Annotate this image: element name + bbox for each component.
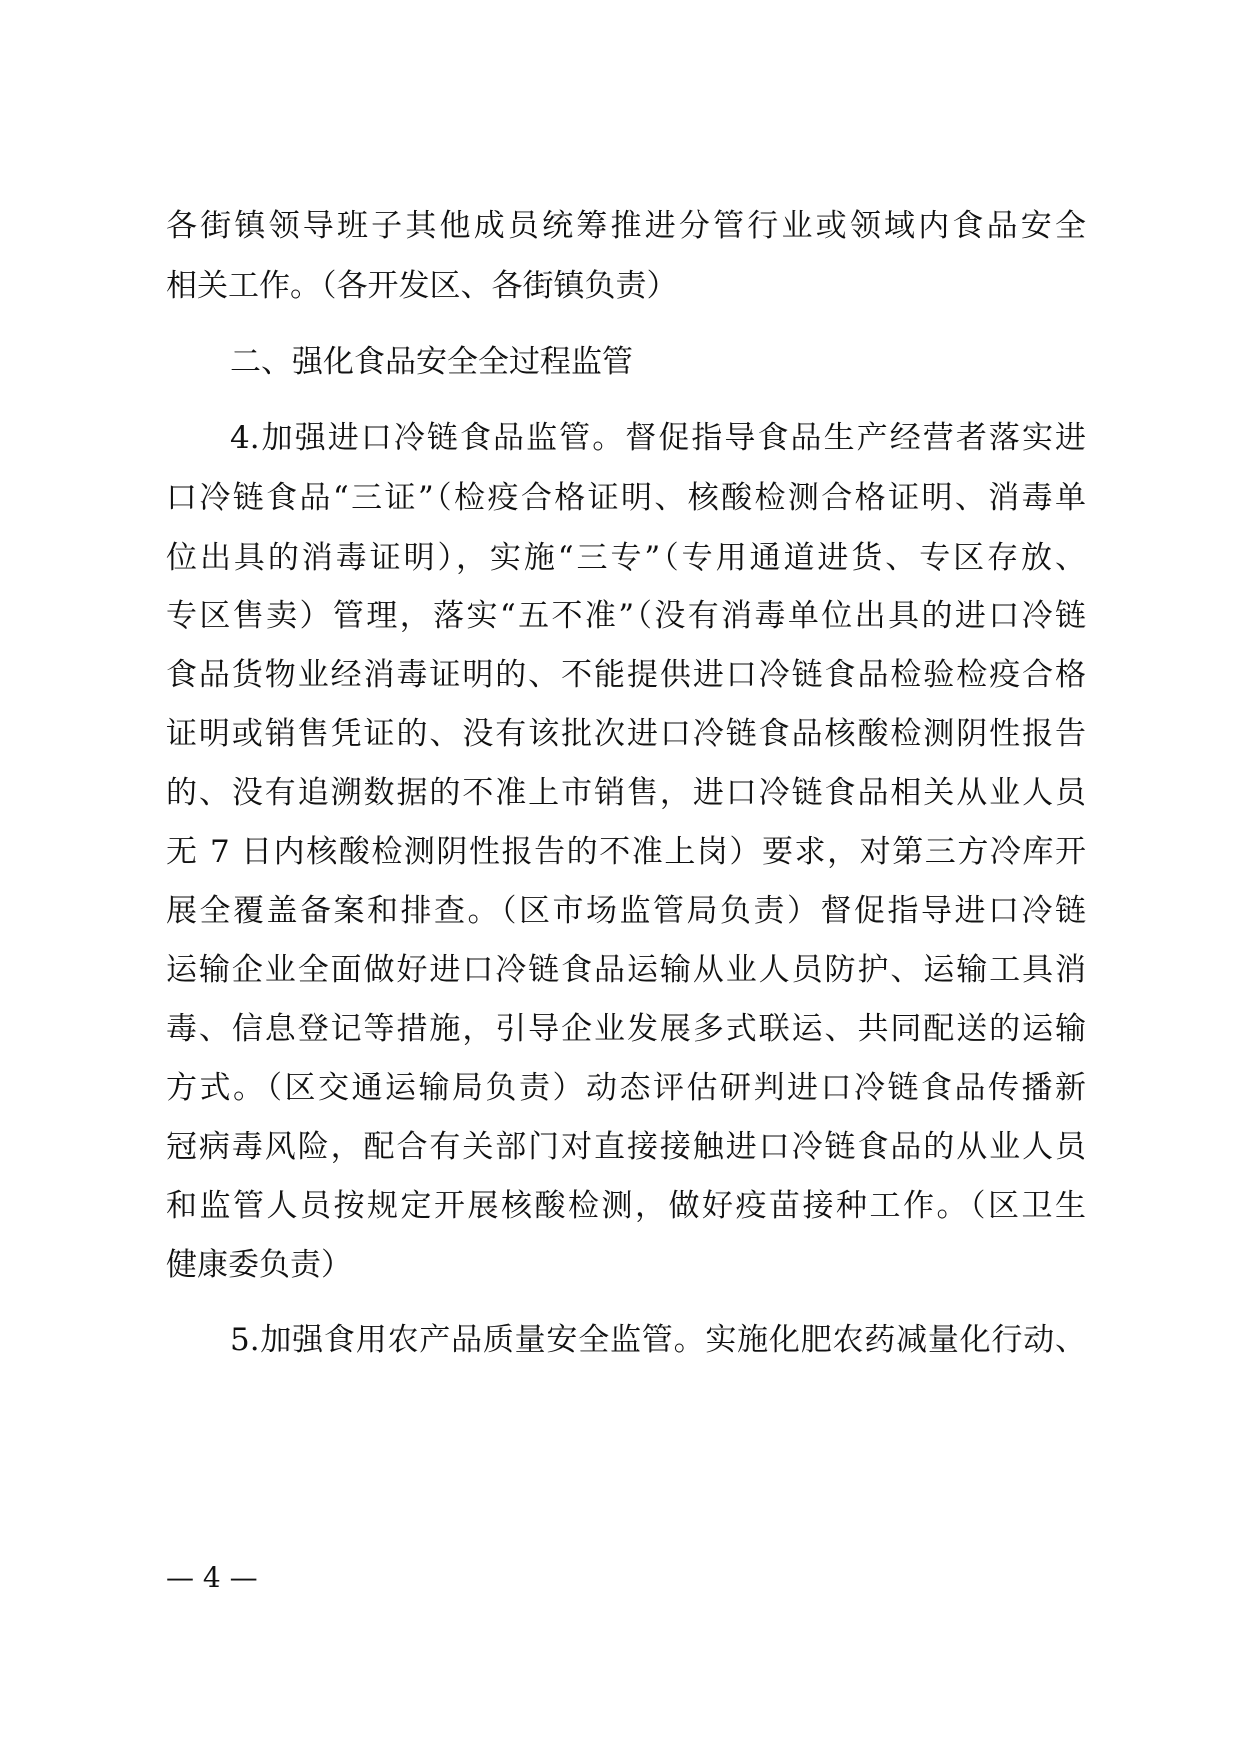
item-4-line: 食品货物业经消毒证明的、不能提供进口冷链食品检验检疫合格: [166, 657, 1086, 693]
item-4-line: 的、没有追溯数据的不准上市销售，进口冷链食品相关从业人员: [166, 775, 1086, 811]
item-4-line: 方式。（区交通运输局负责）动态评估研判进口冷链食品传播新: [166, 1070, 1086, 1106]
item-5-line: 5.加强食用农产品质量安全监管。实施化肥农药减量化行动、: [230, 1322, 1086, 1358]
item-4-line: 无 7 日内核酸检测阴性报告的不准上岗）要求，对第三方冷库开: [166, 834, 1086, 870]
item-4-line: 证明或销售凭证的、没有该批次进口冷链食品核酸检测阴性报告: [166, 716, 1086, 752]
item-4-line: 毒、信息登记等措施，引导企业发展多式联运、共同配送的运输: [166, 1011, 1086, 1047]
item-4-line: 专区售卖）管理，落实“五不准”（没有消毒单位出具的进口冷链: [166, 598, 1086, 634]
page-number: — 4 —: [166, 1561, 258, 1594]
item-4-line: 展全覆盖备案和排查。（区市场监管局负责）督促指导进口冷链: [166, 893, 1086, 929]
paragraph-line: 相关工作。（各开发区、各街镇负责）: [166, 268, 678, 304]
item-4-line: 运输企业全面做好进口冷链食品运输从业人员防护、运输工具消: [166, 952, 1086, 988]
item-4-line: 位出具的消毒证明），实施“三专”（专用通道进货、专区存放、: [166, 540, 1086, 576]
item-4-line: 口冷链食品“三证”（检疫合格证明、核酸检测合格证明、消毒单: [166, 480, 1086, 516]
item-4-line: 健康委负责）: [166, 1247, 352, 1283]
item-4-line: 4.加强进口冷链食品监管。督促指导食品生产经营者落实进: [230, 420, 1086, 456]
item-4-line: 和监管人员按规定开展核酸检测，做好疫苗接种工作。（区卫生: [166, 1188, 1086, 1224]
section-heading: 二、强化食品安全全过程监管: [230, 344, 633, 380]
paragraph-line: 各街镇领导班子其他成员统筹推进分管行业或领域内食品安全: [166, 208, 1086, 244]
item-4-line: 冠病毒风险，配合有关部门对直接接触进口冷链食品的从业人员: [166, 1129, 1086, 1165]
